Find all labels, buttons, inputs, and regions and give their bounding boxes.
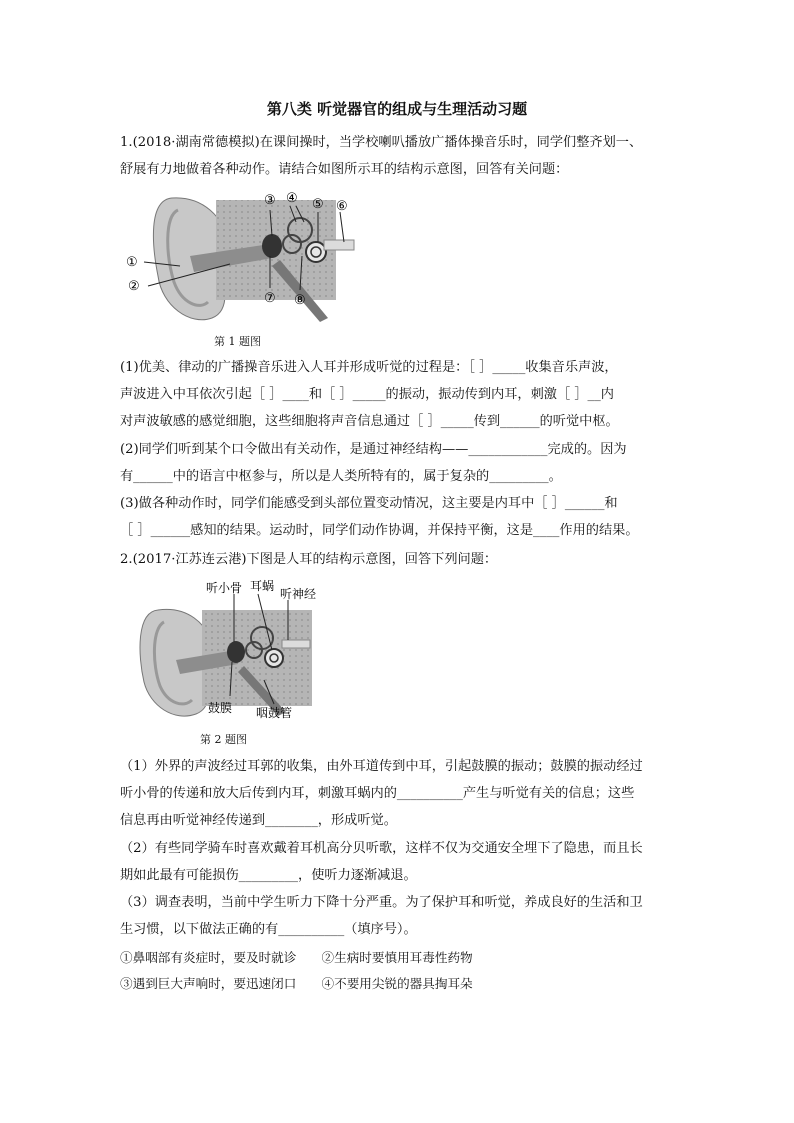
q1-stem-line1: 1.(2018·湖南常德模拟)在课间操时，当学校喇叭播放广播体操音乐时，同学们整齐划一、 (120, 135, 643, 150)
q2-part1-line2: 听小骨的传递和放大后传到内耳，刺激耳蜗内的__________产生与听觉有关的信息；这些 (120, 786, 635, 801)
q2-part1-line1: （1）外界的声波经过耳郭的收集，由外耳道传到中耳，引起鼓膜的振动；鼓膜的振动经过 (120, 759, 643, 774)
label-eardrum: 鼓膜 (208, 701, 233, 715)
page-title: 第八类 听觉器官的组成与生理活动习题 (266, 100, 528, 118)
label-cochlea: 耳蜗 (250, 579, 275, 593)
q1-stem-line2: 舒展有力地做着各种动作。请结合如图所示耳的结构示意图，回答有关问题： (120, 162, 569, 177)
label-3: ③ (264, 193, 276, 208)
q1-part1-line1: (1)优美、律动的广播操音乐进入人耳并形成听觉的过程是：［ ］_____收集音乐声波， (120, 360, 618, 375)
q2-stem-line1: 2.(2017·江苏连云港)下图是人耳的结构示意图，回答下列问题： (120, 552, 498, 567)
q2-part1-line3: 信息再由听觉神经传递到________，形成听觉。 (120, 813, 397, 828)
label-1: ① (126, 255, 138, 270)
label-8: ⑧ (294, 293, 306, 308)
label-7: ⑦ (264, 291, 276, 306)
q2-figure-caption: 第 2 题图 (200, 733, 247, 746)
q2-part3-line2: 生习惯，以下做法正确的有__________（填序号）。 (120, 922, 417, 937)
label-6: ⑥ (336, 199, 348, 214)
ear-diagram-2 (126, 576, 332, 724)
label-5: ⑤ (312, 197, 324, 212)
label-2: ② (128, 279, 140, 294)
q1-part1-line2: 声波进入中耳依次引起［ ］____和［ ］_____的振动，振动传到内耳，刺激［ ］__内 (120, 387, 614, 402)
label-4: ④ (286, 191, 298, 206)
q2-options-line2: ③遇到巨大声响时，要迅速闭口 ④不要用尖锐的器具掏耳朵 (120, 976, 473, 991)
q2-part2-line1: （2）有些同学骑车时喜欢戴着耳机高分贝听歌，这样不仅为交通安全埋下了隐患，而且长 (120, 841, 643, 856)
q1-part3-line1: (3)做各种动作时，同学们能感受到头部位置变动情况，这主要是内耳中［ ］______和 (120, 496, 618, 511)
q1-part2-line2: 有______中的语言中枢参与，所以是人类所特有的，属于复杂的_________。 (120, 469, 562, 484)
ear-diagram-1 (120, 186, 360, 332)
q1-part1-line3: 对声波敏感的感觉细胞，这些细胞将声音信息通过［ ］_____传到______的听觉中枢。 (120, 414, 619, 429)
q2-part2-line2: 期如此最有可能损伤_________，使听力逐渐减退。 (120, 868, 417, 883)
q1-figure-caption: 第 1 题图 (214, 335, 261, 348)
q2-part3-line1: （3）调查表明，当前中学生听力下降十分严重。为了保护耳和听觉，养成良好的生活和卫 (120, 895, 643, 910)
q1-part2-line1: (2)同学们听到某个口令做出有关动作，是通过神经结构——____________完成的。因为 (120, 442, 627, 457)
label-eustachian-tube: 咽鼓管 (256, 706, 293, 720)
label-ossicles: 听小骨 (206, 581, 243, 595)
label-auditory-nerve: 听神经 (280, 587, 317, 601)
q1-part3-line2: ［ ］______感知的结果。运动时，同学们动作协调，并保持平衡，这是____作用的结果。 (120, 523, 639, 538)
q2-options-line1: ①鼻咽部有炎症时，要及时就诊 ②生病时要慎用耳毒性药物 (120, 950, 473, 965)
